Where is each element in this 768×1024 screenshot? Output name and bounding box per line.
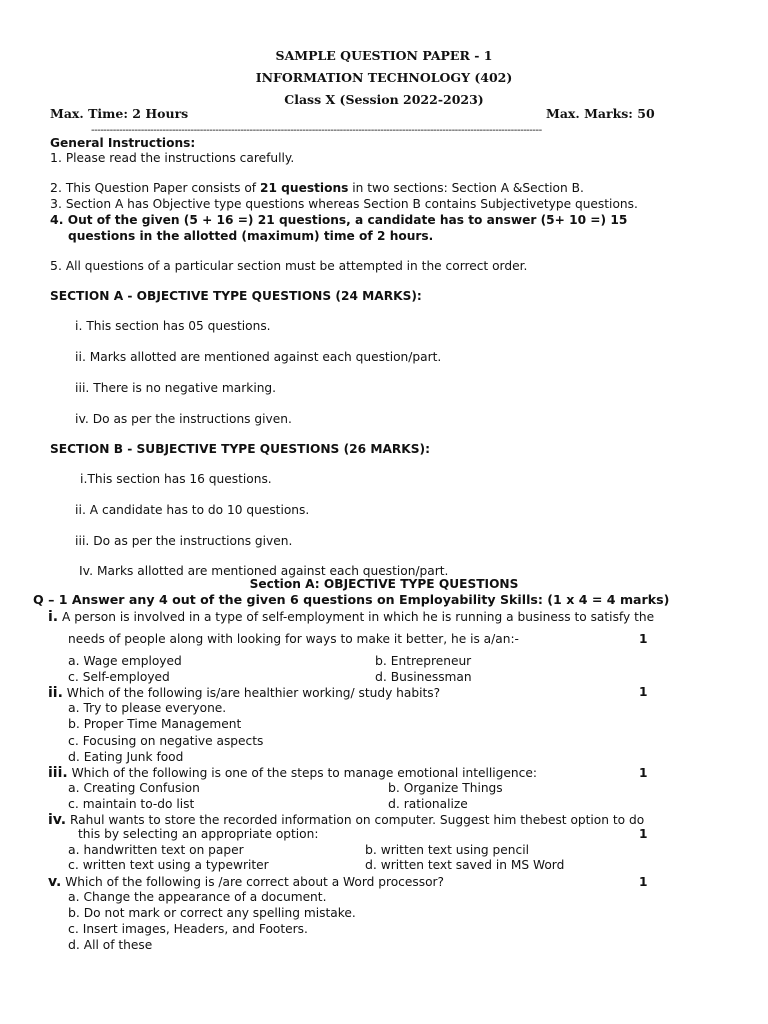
question-marks: 1 (639, 685, 648, 699)
question-number: ii. (48, 685, 63, 701)
paper-title: SAMPLE QUESTION PAPER - 1 (275, 48, 493, 63)
point-text: Marks allotted are mentioned against each question/part. (96, 564, 449, 578)
question-text: Which of the following is /are correct about a Word processor? (65, 875, 445, 889)
option-text: Entrepreneur (390, 654, 472, 668)
section-a-heading: SECTION A - OBJECTIVE TYPE QUESTIONS (24 MARKS): (50, 289, 422, 303)
part-a-title: Section A: OBJECTIVE TYPE QUESTIONS (249, 577, 519, 591)
option-d (68, 938, 152, 952)
instruction-text: This Question Paper consists of (65, 181, 260, 195)
option-c (68, 858, 269, 872)
instruction-text: All questions of a particular section must be attempted in the correct order. (65, 259, 528, 273)
option-label: d. (375, 669, 387, 684)
option-d (365, 858, 564, 872)
option-d (388, 797, 468, 811)
option-label: c. (68, 796, 79, 811)
option-b (388, 781, 503, 795)
instruction-5 (50, 259, 527, 273)
question-i (48, 609, 654, 625)
option-a (68, 781, 200, 795)
section-b-point-2 (75, 503, 309, 517)
point-text: This section has 05 questions. (86, 319, 271, 333)
point-number: iii. (75, 533, 90, 548)
point-text: Marks allotted are mentioned against each question/part. (89, 350, 442, 364)
question-iv (48, 812, 644, 828)
option-b (365, 843, 529, 857)
option-b (68, 717, 241, 731)
max-time: Max. Time: 2 Hours (50, 106, 189, 121)
option-text: All of these (83, 938, 153, 952)
question-marks: 1 (639, 827, 648, 841)
option-label: d. (68, 749, 80, 764)
paper-class-session: Class X (Session 2022-2023) (284, 92, 484, 107)
option-text: Proper Time Management (83, 717, 242, 731)
instruction-4 (50, 213, 627, 227)
option-d (68, 750, 183, 764)
option-text: written text saved in MS Word (380, 858, 565, 872)
option-label: c. (68, 921, 79, 936)
option-text: handwritten text on paper (83, 843, 244, 857)
point-text: This section has 16 questions. (87, 472, 272, 486)
section-b-point-3 (75, 534, 292, 548)
instruction-3 (50, 197, 638, 211)
paper-subject: INFORMATION TECHNOLOGY (402) (255, 70, 513, 85)
question-text: Which of the following is one of the steps to manage emotional intelligence: (71, 766, 537, 780)
question-i-continued: needs of people along with looking for ways to make it better, he is a/an:- (68, 632, 519, 646)
question-v (48, 874, 444, 890)
instruction-number: 3. (50, 196, 62, 211)
option-label: c. (68, 669, 79, 684)
instruction-number: 4. (50, 212, 64, 227)
question-number: v. (48, 874, 62, 890)
instruction-text: Please read the instructions carefully. (65, 151, 295, 165)
point-text: A candidate has to do 10 questions. (89, 503, 310, 517)
question-number: i. (48, 609, 59, 625)
option-label: a. (68, 700, 80, 715)
question-marks: 1 (639, 766, 648, 780)
option-c (68, 670, 170, 684)
question-number: iii. (48, 765, 68, 781)
option-text: Change the appearance of a document. (83, 890, 327, 904)
point-number: ii. (75, 349, 86, 364)
option-text: Eating Junk food (83, 750, 184, 764)
point-number: iii. (75, 380, 90, 395)
option-c (68, 797, 194, 811)
general-instructions-heading: General Instructions: (50, 136, 196, 150)
section-a-point-3 (75, 381, 276, 395)
option-text: Try to please everyone. (83, 701, 227, 715)
option-text: Wage employed (83, 654, 182, 668)
question-marks: 1 (639, 632, 648, 646)
question-text: Rahul wants to store the recorded information on computer. Suggest him thebest option to do (69, 813, 645, 827)
option-text: Focusing on negative aspects (82, 734, 264, 748)
instruction-text: Section A has Objective type questions whereas Section B contains Subjectivetype questions. (65, 197, 638, 211)
point-text: There is no negative marking. (93, 381, 277, 395)
header-divider: ------------------------------------------------------------------------------------------------------------------------------------------------- (91, 125, 542, 136)
option-label: d. (365, 857, 377, 872)
option-label: c. (68, 733, 79, 748)
option-text: Insert images, Headers, and Footers. (82, 922, 308, 936)
question-number: iv. (48, 812, 67, 828)
option-b (68, 906, 356, 920)
question-ii (48, 685, 440, 701)
option-label: c. (68, 857, 79, 872)
instruction-bold-text: 21 questions (259, 181, 349, 195)
instruction-4-continued: questions in the allotted (maximum) time of 2 hours. (68, 229, 434, 243)
point-text: Do as per the instructions given. (93, 534, 293, 548)
option-a (68, 701, 226, 715)
instruction-number: 2. (50, 180, 62, 195)
instruction-1 (50, 151, 294, 165)
option-label: a. (68, 889, 80, 904)
option-c (68, 922, 308, 936)
option-label: b. (375, 653, 387, 668)
option-text: Self-employed (82, 670, 170, 684)
point-number: i. (80, 471, 88, 486)
section-a-point-4 (75, 412, 292, 426)
option-text: rationalize (403, 797, 468, 811)
question-1-instruction: Q – 1 Answer any 4 out of the given 6 questions on Employability Skills: (1 x 4 = 4 marks) (33, 592, 670, 607)
instruction-number: 1. (50, 150, 62, 165)
option-b (375, 654, 471, 668)
option-label: b. (365, 842, 377, 857)
section-b-point-1 (80, 472, 272, 486)
option-text: written text using a typewriter (82, 858, 269, 872)
option-label: d. (68, 937, 80, 952)
instruction-2 (50, 181, 584, 195)
option-text: maintain to-do list (82, 797, 195, 811)
option-label: a. (68, 653, 80, 668)
question-iii (48, 765, 537, 781)
question-text: Which of the following is/are healthier working/ study habits? (66, 686, 441, 700)
question-marks: 1 (639, 875, 648, 889)
option-text: Businessman (390, 670, 472, 684)
section-a-point-1 (75, 319, 271, 333)
question-iv-continued: this by selecting an appropriate option: (78, 827, 319, 841)
option-text: Creating Confusion (83, 781, 200, 795)
instruction-number: 5. (50, 258, 62, 273)
option-c (68, 734, 263, 748)
option-label: d. (388, 796, 400, 811)
section-a-point-2 (75, 350, 441, 364)
option-a (68, 843, 244, 857)
option-text: Organize Things (403, 781, 503, 795)
question-text: A person is involved in a type of self-employment in which he is running a business to satisfy the (62, 610, 655, 624)
point-text: Do as per the instructions given. (92, 412, 292, 426)
section-b-heading: SECTION B - SUBJECTIVE TYPE QUESTIONS (26 MARKS): (50, 442, 430, 456)
instruction-text: in two sections: Section A &Section B. (348, 181, 584, 195)
option-a (68, 890, 326, 904)
option-d (375, 670, 472, 684)
option-text: written text using pencil (380, 843, 529, 857)
point-number: Iv. (79, 563, 94, 578)
point-number: iv. (75, 411, 89, 426)
option-label: b. (68, 716, 80, 731)
option-label: a. (68, 780, 80, 795)
option-label: b. (68, 905, 80, 920)
instruction-text: Out of the given (5 + 16 =) 21 questions, a candidate has to answer (5+ 10 =) 15 (67, 213, 628, 227)
point-number: ii. (75, 502, 86, 517)
option-label: a. (68, 842, 80, 857)
option-label: b. (388, 780, 400, 795)
option-a (68, 654, 182, 668)
max-marks: Max. Marks: 50 (546, 106, 655, 121)
option-text: Do not mark or correct any spelling mistake. (83, 906, 356, 920)
point-number: i. (75, 318, 83, 333)
